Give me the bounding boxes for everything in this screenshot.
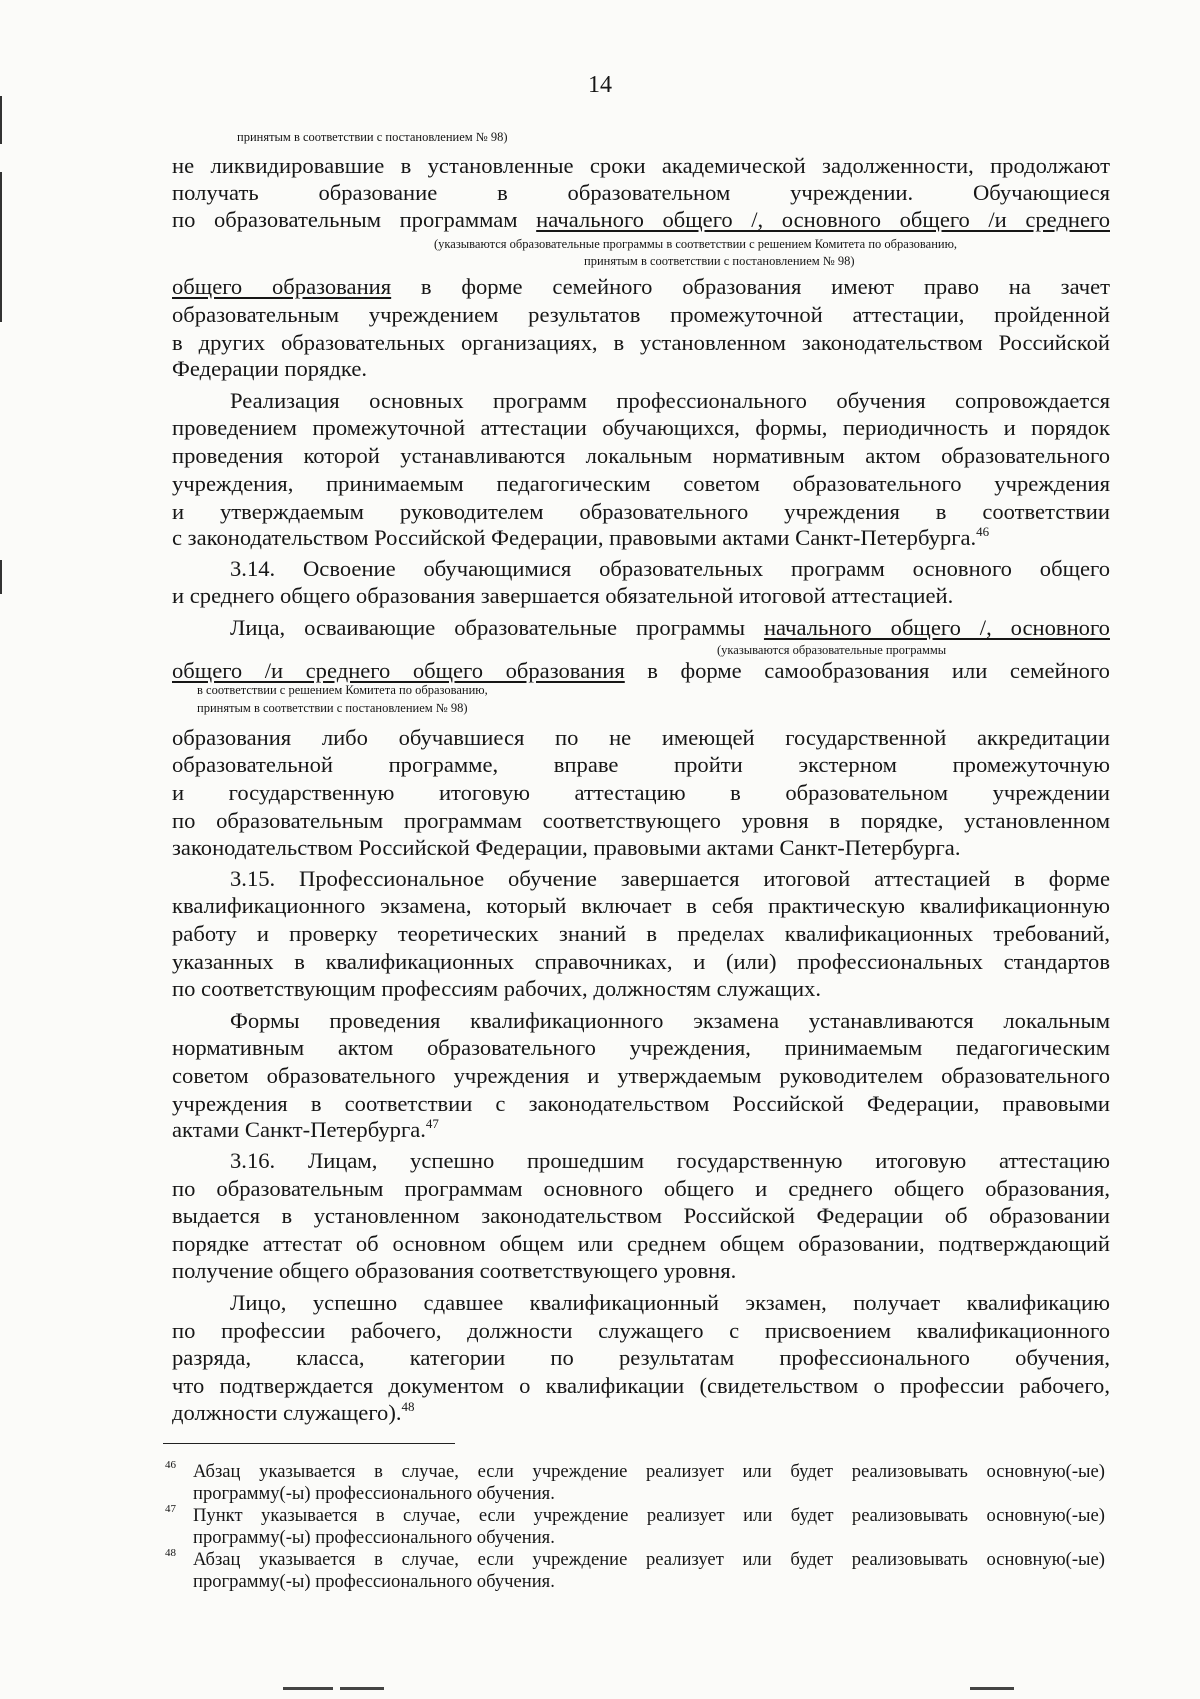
- text-line: порядке аттестат об основном общем или среднем общем образовании, подтверждающий: [172, 1231, 1110, 1256]
- footnote-mark: 46: [165, 1459, 176, 1471]
- underlined-programs: общего образования: [172, 274, 392, 299]
- text-line: что подтверждается документом о квалификации (свидетельством о профессии рабочего,: [172, 1373, 1110, 1398]
- text-line: проведения которой устанавливаются локальным нормативным актом образовательного: [172, 443, 1110, 468]
- annotation-note: (указываются образовательные программы в соответствии с решением Комитета по образованию,: [434, 237, 958, 251]
- underlined-programs: начального общего /, основного общего /и среднего: [536, 207, 1110, 232]
- scan-edge-mark: [0, 172, 2, 322]
- text-line: проведением промежуточной аттестации обучающихся, формы, периодичность и порядок: [172, 415, 1110, 440]
- text-line: учреждения в соответствии с законодательством Российской Федерации, правовыми: [172, 1091, 1110, 1116]
- text-line: образовательной программе, вправе пройти экстерном промежуточную: [172, 752, 1110, 777]
- text-line: по образовательным программам основного общего и среднего общего образования,: [172, 1176, 1110, 1201]
- text-line: общего /и среднего общего образования в форме самообразования или семейного: [172, 658, 1110, 683]
- underlined-programs: общего /и среднего общего образования: [172, 658, 625, 683]
- text-line: образования либо обучавшиеся по не имеющей государственной аккредитации: [172, 725, 1110, 750]
- footnote-text: Абзац указывается в случае, если учреждение реализует или будет реализовывать основную(-ые): [193, 1549, 1105, 1570]
- text-line: получать образование в образовательном учреждении. Обучающиеся: [172, 180, 1110, 205]
- text-line: Федерации порядке.: [172, 356, 368, 381]
- text-line: и утверждаемым руководителем образовательного учреждения в соответствии: [172, 499, 1110, 524]
- text-line: законодательством Российской Федерации, правовыми актами Санкт-Петербурга.: [172, 835, 961, 860]
- text-line: 3.15. Профессиональное обучение завершается итоговой аттестацией в форме: [230, 866, 1110, 891]
- scan-edge-mark: [283, 1687, 333, 1690]
- scan-edge-mark: [970, 1687, 1014, 1690]
- footnote-text: программу(-ы) профессионального обучения.: [193, 1571, 555, 1592]
- text-line: должности служащего).$^{48}$: [172, 1399, 415, 1425]
- text-line: в других образовательных организациях, в установленном законодательством Российской: [172, 330, 1110, 355]
- annotation-note: принятым в соответствии с постановлением № 98): [584, 254, 855, 268]
- footnote-mark: 48: [165, 1547, 176, 1559]
- underlined-programs: начального общего /, основного: [763, 615, 1110, 640]
- footnote-ref: 47: [425, 1116, 439, 1131]
- text-line: актами Санкт-Петербурга.$^{47}$: [172, 1116, 439, 1142]
- text-line: Лица, осваивающие образовательные программы начального общего /, основного: [230, 615, 1110, 640]
- scan-edge-mark: [0, 96, 2, 144]
- text-line: по образовательным программам начального общего /, основного общего /и среднего: [172, 207, 1110, 232]
- footnote-mark: 47: [165, 1503, 176, 1515]
- text-line: нормативным актом образовательного учреждения, принимаемым педагогическим: [172, 1035, 1110, 1060]
- text-line: по соответствующим профессиям рабочих, должностям служащих.: [172, 976, 821, 1001]
- annotation-note: в соответствии с решением Комитета по образованию,: [197, 683, 488, 697]
- text-line: разряда, класса, категории по результатам профессионального обучения,: [172, 1345, 1110, 1370]
- text-line: 3.16. Лицам, успешно прошедшим государственную итоговую аттестацию: [230, 1148, 1110, 1173]
- text-line: и среднего общего образования завершается обязательной итоговой аттестацией.: [172, 583, 954, 608]
- text-line: 3.14. Освоение обучающимися образовательных программ основного общего: [230, 556, 1110, 581]
- footnote-text: программу(-ы) профессионального обучения.: [193, 1483, 555, 1504]
- text-line: Формы проведения квалификационного экзамена устанавливаются локальным: [230, 1008, 1110, 1033]
- scan-edge-mark: [340, 1687, 384, 1690]
- text-line: по профессии рабочего, должности служащего с присвоением квалификационного: [172, 1318, 1110, 1343]
- text-line: советом образовательного учреждения и утверждаемым руководителем образовательного: [172, 1063, 1110, 1088]
- footnote-ref: 48: [401, 1399, 415, 1414]
- text-line: по образовательным программам соответствующего уровня в порядке, установленном: [172, 808, 1110, 833]
- text-line: образовательным учреждением результатов промежуточной аттестации, пройденной: [172, 302, 1110, 327]
- text-line: Реализация основных программ профессионального обучения сопровождается: [230, 388, 1110, 413]
- scan-edge-mark: [0, 560, 2, 594]
- text-line: квалификационного экзамена, который включает в себя практическую квалификационную: [172, 893, 1110, 918]
- text-line: указанных в квалификационных справочниках, и (или) профессиональных стандартов: [172, 949, 1110, 974]
- text-line: выдается в установленном законодательством Российской Федерации об образовании: [172, 1203, 1110, 1228]
- text-line: учреждения, принимаемым педагогическим советом образовательного учреждения: [172, 471, 1110, 496]
- footnote-text: программу(-ы) профессионального обучения.: [193, 1527, 555, 1548]
- text-line: с законодательством Российской Федерации, правовыми актами Санкт-Петербурга.$^{46}$: [172, 524, 990, 550]
- footnote-text: Абзац указывается в случае, если учреждение реализует или будет реализовывать основную(-ые): [193, 1461, 1105, 1482]
- annotation-note: принятым в соответствии с постановлением № 98): [197, 701, 468, 715]
- page-number: 14: [588, 72, 612, 98]
- annotation-note: принятым в соответствии с постановлением № 98): [237, 130, 508, 144]
- text-line: получение общего образования соответствующего уровня.: [172, 1258, 737, 1283]
- annotation-note: (указываются образовательные программы: [717, 643, 947, 657]
- footnote-ref: 46: [976, 524, 990, 539]
- footnote-text: Пункт указывается в случае, если учреждение реализует или будет реализовывать основную(-ые): [193, 1505, 1105, 1526]
- text-line: Лицо, успешно сдавшее квалификационный экзамен, получает квалификацию: [230, 1290, 1110, 1315]
- text-line: не ликвидировавшие в установленные сроки академической задолженности, продолжают: [172, 153, 1110, 178]
- text-line: и государственную итоговую аттестацию в образовательном учреждении: [172, 780, 1110, 805]
- text-line: общего образования в форме семейного образования имеют право на зачет: [172, 274, 1110, 299]
- footnote-separator: [163, 1443, 455, 1444]
- text-line: работу и проверку теоретических знаний в пределах квалификационных требований,: [172, 921, 1110, 946]
